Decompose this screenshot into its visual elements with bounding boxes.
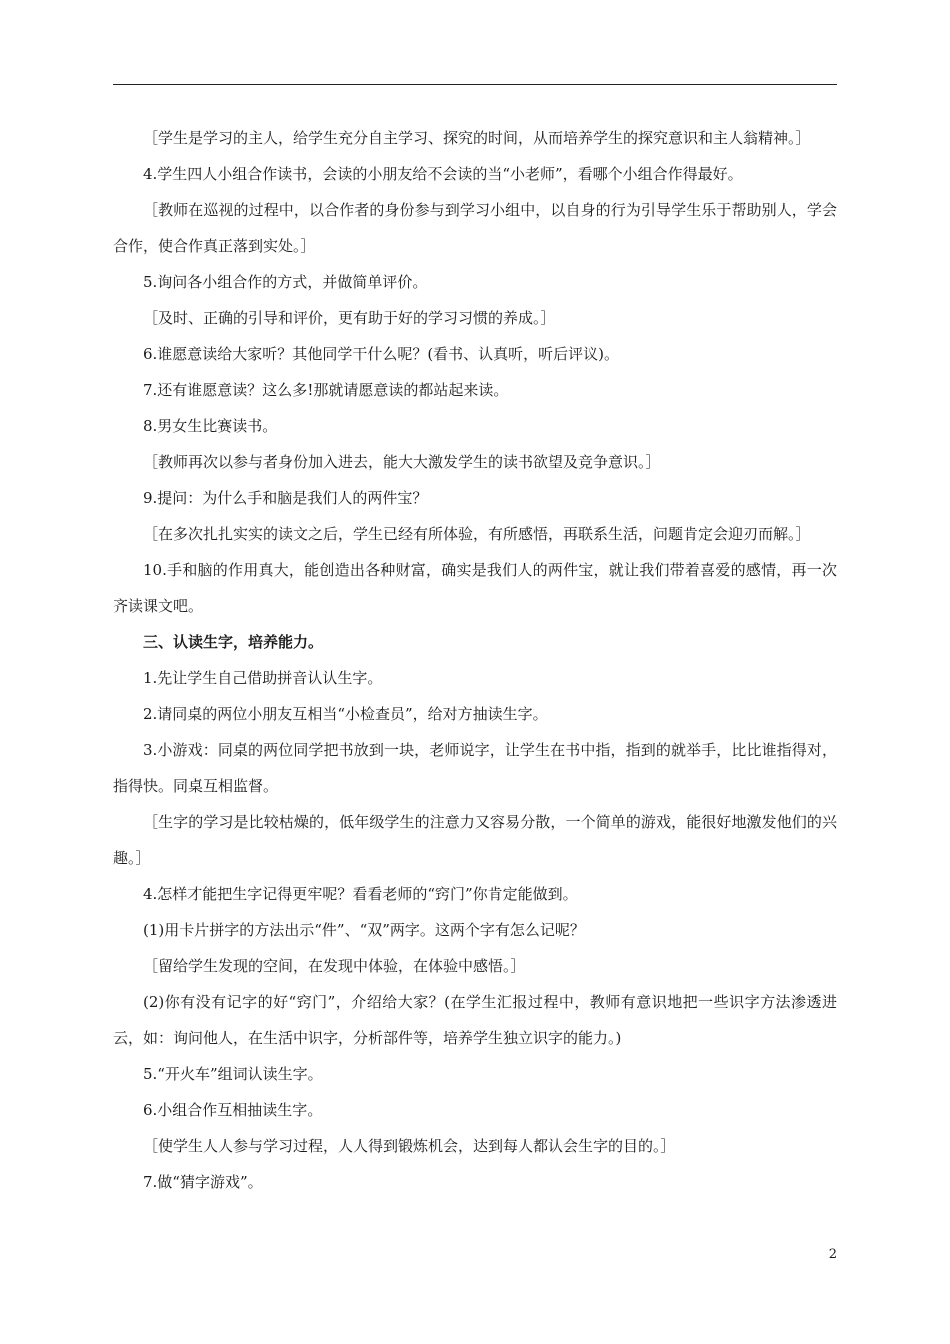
note-paragraph: ［教师再次以参与者身份加入进去，能大大激发学生的读书欲望及竞争意识。］ bbox=[143, 453, 661, 471]
substep-paragraph: (2)你有没有记字的好“窍门”，介绍给大家？(在学生汇报过程中，教师有意识地把一些识字方法渗透进云，如：询问他人，在生活中识字，分析部件等，培养学生独立识字的能力。) bbox=[113, 993, 837, 1047]
step-paragraph: 7.还有谁愿意读？这么多!那就请愿意读的都站起来读。 bbox=[143, 381, 509, 399]
step-paragraph: 2.请同桌的两位小朋友互相当“小检查员”，给对方抽读生字。 bbox=[143, 705, 548, 723]
step-paragraph: 4.怎样才能把生字记得更牢呢？看看老师的“窍门”你肯定能做到。 bbox=[143, 885, 578, 903]
step-paragraph: 10.手和脑的作用真大，能创造出各种财富，确实是我们人的两件宝，就让我们带着喜爱的感情，再一次齐读课文吧。 bbox=[113, 561, 837, 615]
step-paragraph: 4.学生四人小组合作读书，会读的小朋友给不会读的当“小老师”，看哪个小组合作得最好。 bbox=[143, 165, 743, 183]
note-paragraph: ［留给学生发现的空间，在发现中体验，在体验中感悟。］ bbox=[143, 957, 526, 975]
note-paragraph: ［学生是学习的主人，给学生充分自主学习、探究的时间，从而培养学生的探究意识和主人翁精神。］ bbox=[143, 129, 811, 147]
step-paragraph: 8.男女生比赛读书。 bbox=[143, 417, 278, 435]
note-paragraph: ［使学生人人参与学习过程，人人得到锻炼机会，达到每人都认会生字的目的。］ bbox=[143, 1137, 676, 1155]
header-rule bbox=[113, 84, 837, 85]
step-paragraph: 1.先让学生自己借助拼音认认生字。 bbox=[143, 669, 383, 687]
note-paragraph: ［教师在巡视的过程中，以合作者的身份参与到学习小组中，以自身的行为引导学生乐于帮助别人，学会合作，使合作真正落到实处。］ bbox=[113, 201, 837, 255]
step-paragraph: 5.“开火车”组词认读生字。 bbox=[143, 1065, 323, 1083]
page-number: 2 bbox=[828, 1247, 837, 1262]
step-paragraph: 3.小游戏：同桌的两位同学把书放到一块，老师说字，让学生在书中指，指到的就举手，比比谁指得对，指得快。同桌互相监督。 bbox=[113, 741, 837, 795]
step-paragraph: 5.询问各小组合作的方式，并做简单评价。 bbox=[143, 273, 428, 291]
substep-paragraph: (1)用卡片拼字的方法出示“件”、“双”两字。这两个字有怎么记呢？ bbox=[143, 921, 585, 939]
step-paragraph: 6.谁愿意读给大家听？其他同学干什么呢？(看书、认真听，听后评议)。 bbox=[143, 345, 620, 363]
note-paragraph: ［生字的学习是比较枯燥的，低年级学生的注意力又容易分散，一个简单的游戏，能很好地激发他们的兴趣。］ bbox=[113, 813, 837, 867]
step-paragraph: 9.提问：为什么手和脑是我们人的两件宝？ bbox=[143, 489, 428, 507]
step-paragraph: 7.做“猜字游戏”。 bbox=[143, 1173, 263, 1191]
section-heading: 三、认读生字，培养能力。 bbox=[143, 633, 324, 651]
note-paragraph: ［及时、正确的引导和评价，更有助于好的学习习惯的养成。］ bbox=[143, 309, 556, 327]
step-paragraph: 6.小组合作互相抽读生字。 bbox=[143, 1101, 323, 1119]
note-paragraph: ［在多次扎扎实实的读文之后，学生已经有所体验，有所感悟，再联系生活，问题肯定会迎刃而解。］ bbox=[143, 525, 811, 543]
document-body bbox=[113, 120, 837, 1200]
